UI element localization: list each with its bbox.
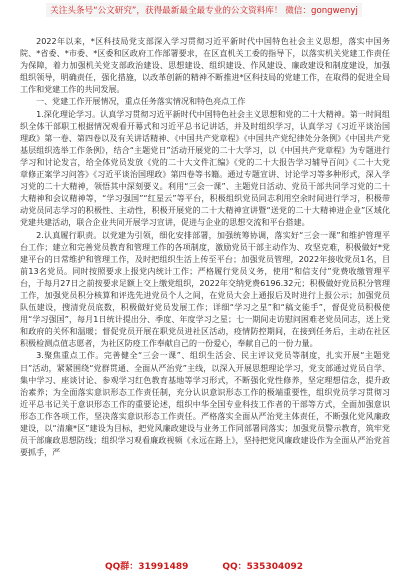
intro-paragraph: 2022年以来，*区科技局党支部深入学习贯彻习近平新时代中国特色社会主义思想，落实中国务院、*省委、*市委、*区委和区政府工作部署要求，在区直机关工委的指导下，以落实机关党建工作责任为保障，着力加强机关党支部政治建设、思想建设、组织建设、作风建设、廉政建设和制度建设，加强组织领导，明确责任，强化措施，以改革创新的精神不断推进*区科技局的党建工作，在取得的促进全局工作和党建工作的共同发展。 (20, 37, 390, 95)
promo-banner-text: 关注头条号“公文研究”，获得最新最全最专业的公文资料库！ 微信：gongwenyj (46, 3, 362, 17)
qq-group-text: QQ群：31991489 (104, 562, 189, 572)
key-work-paragraph: 3.聚焦重点工作。完善健全“三会一课”、组织生活会、民主评议党员等制度，扎实开展“主题党日”活动，紧紧围绕“党群贯通、全面从严治党”主线，以深入开展思想理论学习，党支部通过党员自学、集中学习、座谈讨论、参观学习红色教育基地等学习形式，不断强化党性修养，坚定理想信念，提升政治素养；为全面落实意识形态工作责任制，充分认识意识形态工作的极端重要性，组织党员学习贯彻习近平总书记关于意识形态工作的重要论述，组织中华全国专业科技工作者的干部等方式，全面加强意识形态工作各项工作，坚决落实意识形态工作责任。严格落实全面从严治党主体责任，不断强化党风廉政建设，以“清廉*区”建设为目标，把党风廉政建设与业务工作同部署同落实；加强党员警示教育，筑牢党员干部廉政思想防线；组织学习观看廉政视频《永远在路上》，坚持把党风廉政建设作为全面从严治党首要抓手，严 (20, 351, 390, 458)
theory-study-paragraph: 1.深化理论学习。认真学习贯彻习近平新时代中国特色社会主义思想和党的二十大精神。第一时间组织全体干部职工根据情况观看开幕式和习近平总书记讲话，并及时组织学习，认真学习《习近平谈治国理政》第一卷、第四卷以及有关讲话精神、《中国共产党章程》《中国共产党纪律处分条例》《中国共产党基层组织选举工作条例》，结合“主题党日”活动开展党的二十大学习，以《中国共产党章程》为专题进行学习和讨论发言，给全体党员发放《党的二十大文件汇编》《党的二十大报告学习辅导百问》《二十大党章修正案学习问答》《习近平谈治国理政》第四卷等书籍。通过专题宣讲、讨论学习等多种形式，深入学习党的二十大精神，领悟其中深刻要义。利用“三会一课”、主题党日活动、党员干部共同学习党的二十大精神和会议精神等，“学习强国”“红星云”等平台，积极组织党员同志利用空余时间进行学习，积极带动党员同志学习的积极性、主动性，积极开展党的二十大精神宣讲暨“送党的二十大精神进企业”区域化党建共建活动，联合企业共同开展学习宣讲，促进与企业的思想交流和平台搭建。 (20, 109, 390, 228)
section-heading: 一、党建工作开展情况，重点任务落实情况和特色亮点工作 (36, 97, 246, 107)
promo-banner (0, 0, 408, 20)
contact-footer (0, 559, 408, 577)
document-body (20, 36, 390, 459)
qq-text: QQ：535304092 (222, 562, 304, 572)
duty-paragraph: 2.认真履行职责。以党建为引领，细化安排部署，加强统筹协调，落实好“三会一课”和维护管理平台工作；建立和完善党员教育和管理工作的各项制度，激励党员干部主动作为、攻坚克难，积极做好*党建平台的日常维护和管理工作，及时把组织生活上传至平台；加强党员管理，2022年接收党员1名，目前13名党员。同时按照要求上报党内统计工作；严格履行党员义务，使用“和信支付”党费收缴管理平台，于每月27日之前按要求足额上交上缴党组织，2022年交纳党费6196.32元；积极做好党员积分管理工作，加强党员积分核算和评选先进党员个人之间，在党员大会上通报后及时进行上报公示；加强党员队伍建设，搜清党员底数，积极做好党员发展工作；详细“学习之星”和“稿文能手”，督促党员积极使用“学习强国”，每月1日统计提出分、季度、年度学习之星；七一期间走访慰问困难老党员同志，送上党和政府的关怀和温暖；督促党员开展在职党员进社区活动，疫情防控期间，在接到任务后，主动在社区积极检测点值志愿者，为社区防疫工作奉献自己的一份爱心，奉献自己的一份力量。 (20, 230, 390, 349)
